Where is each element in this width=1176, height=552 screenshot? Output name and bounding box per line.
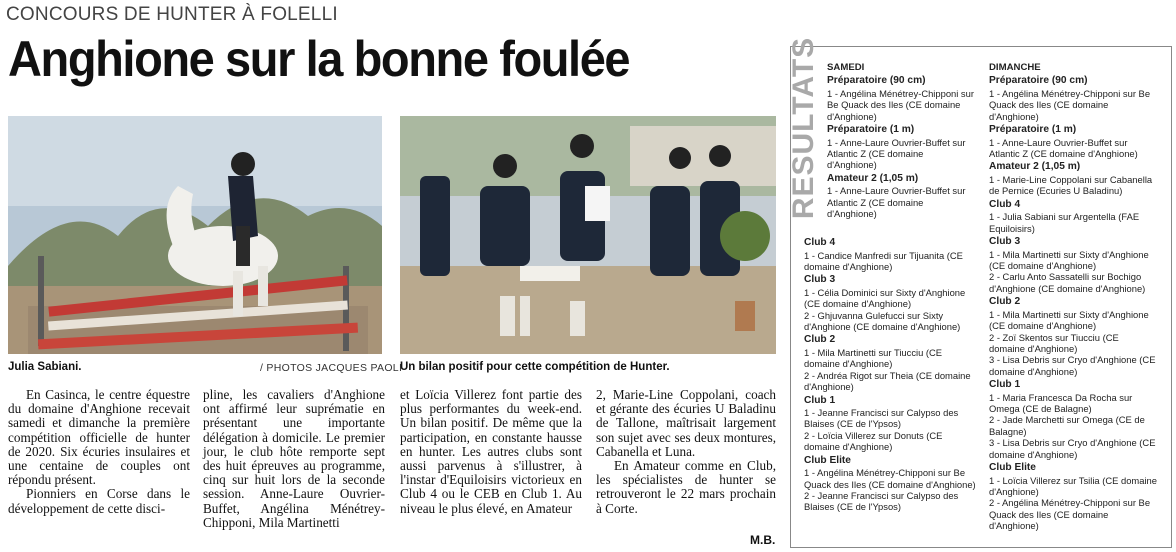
results-label <box>787 36 820 220</box>
results-category: Club Elite <box>804 454 851 466</box>
results-category: Club 1 <box>989 379 1021 391</box>
results-dimanche <box>989 62 1157 532</box>
results-entry: 1 - Marie-Line Coppolani sur Cabanella de Pernice (Ecuries U Baladinu) <box>989 173 1153 197</box>
results-entry: 1 - Angélina Ménétrey-Chipponi sur Be Quack des Iles (CE domaine d'Anghione) <box>827 87 974 122</box>
results-category: Club 2 <box>989 296 1021 308</box>
results-entry: 2 - Jade Marchetti sur Omega (CE de Balagne) <box>989 414 1145 437</box>
article-paragraph: En Amateur comme en Club, les spécialistes de hunter se retrouveront le 22 mars prochain à Corte. <box>596 458 776 516</box>
results-day-dimanche: DIMANCHE <box>989 62 1041 73</box>
headline: Anghione sur la bonne foulée <box>8 31 630 87</box>
results-entry: 1 - Jeanne Francisci sur Calypso des Blaises (CE de l'Ypsos) <box>804 407 959 430</box>
results-entry: 2 - Angélina Ménétrey-Chipponi sur Be Quack des Iles (CE domaine d'Anghione) <box>989 497 1151 532</box>
article-paragraph: En Casinca, le centre équestre du domaine d'Anghione recevait samedi et dimanche la première compétition officielle de hunter de 2020. Six écuries insulaires et une centaine de couples ont répondu présent. <box>8 387 190 488</box>
results-entry: 1 - Loïcia Villerez sur Tsilia (CE domaine d'Anghione) <box>989 474 1157 497</box>
results-day-samedi: SAMEDI <box>827 62 865 73</box>
results-category: Amateur 2 (1,05 m) <box>827 172 919 184</box>
results-entry: 1 - Julia Sabiani sur Argentella (FAE Equiloisirs) <box>989 211 1140 234</box>
results-entry: 2 - Zoï Skentos sur Tiucciu (CE domaine d'Anghione) <box>989 331 1119 354</box>
results-samedi-top <box>827 62 975 220</box>
photo-rider-jumping-image <box>8 116 382 354</box>
results-entry: 3 - Lisa Debris sur Cryo d'Anghione (CE domaine d'Anghione) <box>989 354 1156 377</box>
article-column-4 <box>596 388 776 516</box>
results-label-text: RESULTATS <box>787 36 820 220</box>
results-category: Club 1 <box>804 394 836 406</box>
photo-competitors-group-image <box>400 116 776 354</box>
results-category: Club 4 <box>989 198 1021 210</box>
article-column-3 <box>400 388 582 516</box>
article-signature: M.B. <box>750 533 776 547</box>
results-entry: 1 - Anne-Laure Ouvrier-Buffet sur Atlantic Z (CE domaine d'Anghione) <box>827 136 966 171</box>
article-paragraph: et Loïcia Villerez font partie des plus performantes du week-end. Un bilan positif. De même que la participation, en constante hausse en hunter. Les autres clubs sont aussi parvenus à s'illustrer, à l'instar d'Equiloisirs victorieux en Club 4 ou le CEB en Club 1. Au niveau le plus élevé, en Amateur <box>400 387 582 516</box>
results-entry: 2 - Loïcia Villerez sur Donuts (CE domaine d'Anghione) <box>804 429 943 453</box>
results-category: Club 3 <box>804 274 836 286</box>
results-category: Club 2 <box>804 334 836 346</box>
article-column-2 <box>203 388 385 530</box>
results-entry: 2 - Jeanne Francisci sur Calypso des Blaises (CE de l'Ypsos) <box>804 490 959 513</box>
results-samedi-clubs <box>804 235 976 513</box>
results-entry: 1 - Célia Dominici sur Sixty d'Anghione (CE domaine d'Anghione) <box>804 286 966 310</box>
photo-credit: / PHOTOS JACQUES PAOLI <box>260 362 403 374</box>
photo-caption-right: Un bilan positif pour cette compétition de Hunter. <box>400 361 670 373</box>
results-category: Amateur 2 (1,05 m) <box>989 161 1081 173</box>
article-column-1 <box>8 388 190 516</box>
results-entry: 1 - Angélina Ménétrey-Chipponi sur Be Quack des Iles (CE domaine d'Anghione) <box>989 87 1151 122</box>
results-entry: 2 - Carlu Anto Sassatelli sur Bochigo d'Anghione (CE domaine d'Anghione) <box>989 271 1146 294</box>
results-category: Club 3 <box>989 236 1021 248</box>
results-entry: 3 - Lisa Debris sur Cryo d'Anghione (CE domaine d'Anghione) <box>989 437 1156 460</box>
photo-rider-jumping <box>8 116 382 354</box>
results-entry: 1 - Mila Martinetti sur Sixty d'Anghione (CE domaine d'Anghione) <box>989 308 1149 332</box>
results-entry: 1 - Candice Manfredi sur Tijuanita (CE domaine d'Anghione) <box>804 249 963 272</box>
results-category: Préparatoire (90 cm) <box>827 75 926 87</box>
results-entry: 1 - Mila Martinetti sur Tiucciu (CE domaine d'Anghione) <box>804 346 943 370</box>
results-category: Club Elite <box>989 462 1036 474</box>
results-category: Club 4 <box>804 237 836 248</box>
photo-caption-left: Julia Sabiani. <box>8 361 82 373</box>
results-entry: 1 - Anne-Laure Ouvrier-Buffet sur Atlantic Z (CE domaine d'Anghione) <box>989 136 1138 160</box>
article-paragraph: pline, les cavaliers d'Anghione ont affirmé leur suprématie en présentant une importante délégation à domicile. Le premier jour, le club hôte remporte sept des huit épreuves au programme, cinq sur huit lors de la seconde session. Anne-Laure Ouvrier-Buffet, Angélina Ménétrey-Chipponi, Mila Martinetti <box>203 387 385 530</box>
article-paragraph: 2, Marie-Line Coppolani, coach et gérante des écuries U Baladinu de Tallone, maîtrisait largement son sujet avec ses deux montures, Cabanella et Luna. <box>596 387 776 459</box>
results-entry: 1 - Mila Martinetti sur Sixty d'Anghione (CE domaine d'Anghione) <box>989 248 1149 271</box>
results-entry: 1 - Maria Francesca Da Rocha sur Omega (CE de Balagne) <box>989 391 1133 415</box>
results-category: Préparatoire (1 m) <box>827 124 915 136</box>
results-category: Préparatoire (90 cm) <box>989 75 1088 87</box>
results-entry: 1 - Angélina Ménétrey-Chipponi sur Be Quack des Iles (CE domaine d'Anghione) <box>804 467 976 490</box>
results-category: Préparatoire (1 m) <box>989 124 1077 136</box>
results-entry: 2 - Ghjuvanna Gulefucci sur Sixty d'Anghione (CE domaine d'Anghione) <box>804 309 961 333</box>
kicker: CONCOURS DE HUNTER À FOLELLI <box>6 4 338 25</box>
photo-competitors-group <box>400 116 776 354</box>
results-entry: 2 - Andréa Rigot sur Theia (CE domaine d'Anghione) <box>804 369 971 393</box>
article-paragraph: Pionniers en Corse dans le développement de cette disci- <box>8 486 190 516</box>
results-entry: 1 - Anne-Laure Ouvrier-Buffet sur Atlantic Z (CE domaine d'Anghione) <box>827 185 966 220</box>
